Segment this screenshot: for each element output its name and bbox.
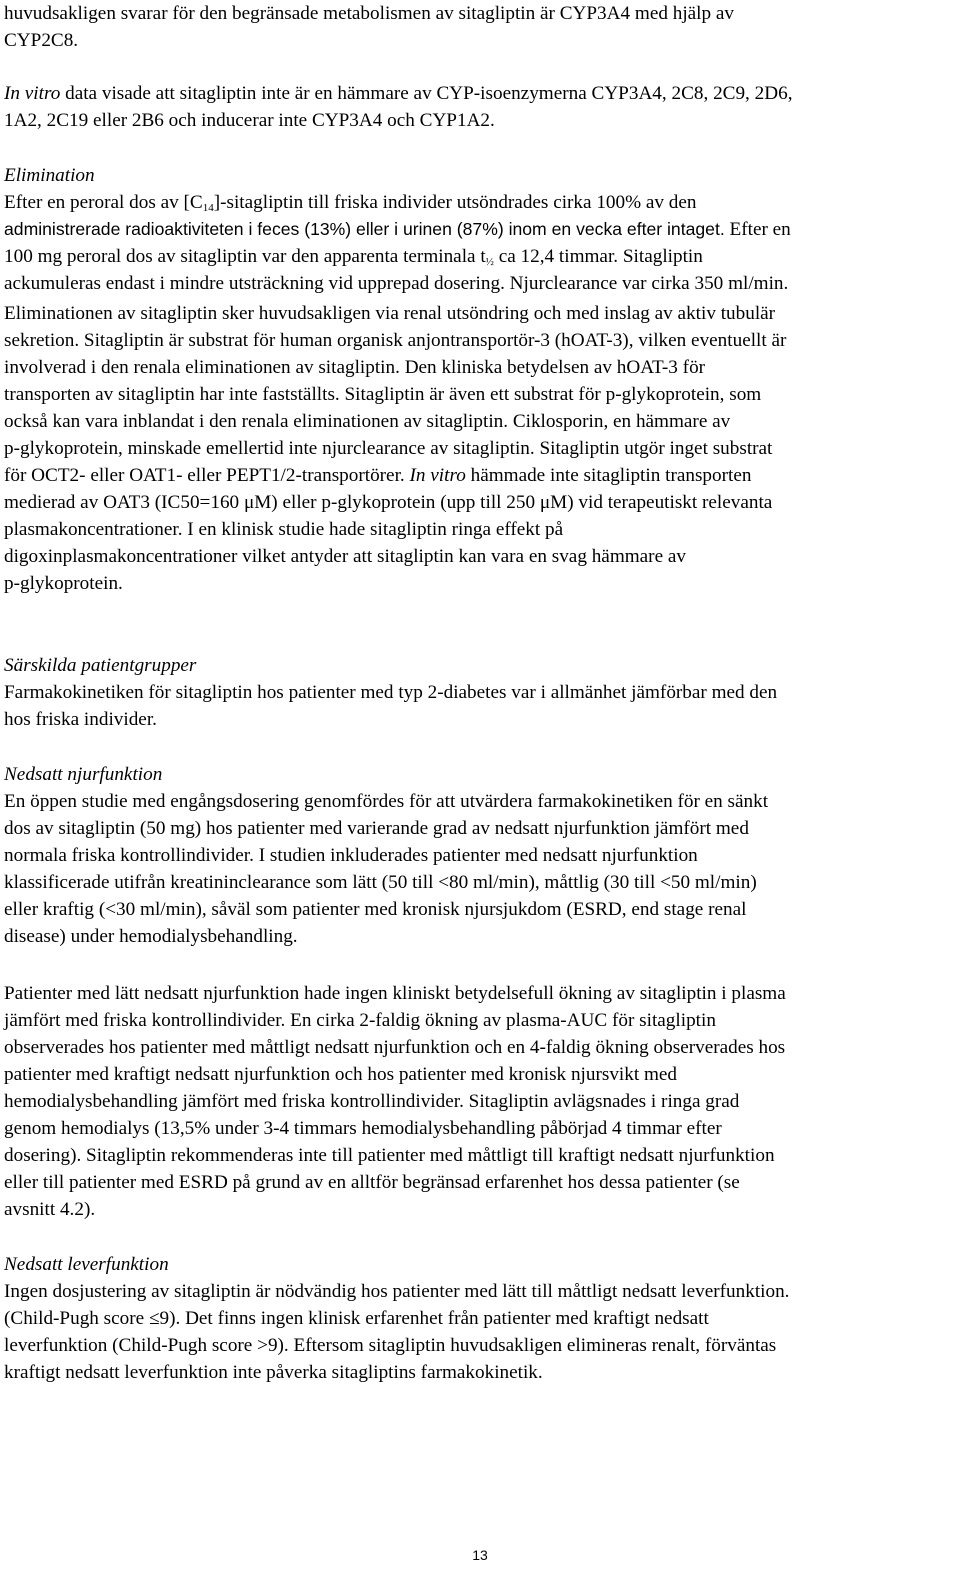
text-span: data visade att sitagliptin inte är en hämmare av CYP-isoenzymerna CYP3A4, 2C8, 2C9, 2D6, [60, 83, 793, 104]
text-span: administrerade radioaktiviteten i feces (13%) eller i urinen (87%) inom en vecka efter intaget. [4, 219, 725, 239]
text-span: Efter en [724, 219, 791, 240]
text-line: genom hemodialys (13,5% under 3-4 timmars hemodialysbehandling påbörjad 4 timmar efter [4, 1118, 722, 1139]
text-line: kraftigt nedsatt leverfunktion inte påverka sitagliptins farmakokinetik. [4, 1362, 543, 1383]
text-line: klassificerade utifrån kreatininclearance som lätt (50 till <80 ml/min), måttlig (30 till <50 ml/min) [4, 872, 757, 893]
text-line: hos friska individer. [4, 709, 157, 730]
text-line: Eliminationen av sitagliptin sker huvudsakligen via renal utsöndring och med inslag av aktiv tubulär [4, 303, 776, 324]
text-line: Ingen dosjustering av sitagliptin är nödvändig hos patienter med lätt till måttligt nedsatt leverfunktion. [4, 1281, 790, 1302]
section-heading-elimination: Elimination [4, 165, 95, 186]
text-line: eller till patienter med ESRD på grund av en alltför begränsad erfarenhet hos dessa patienter (se [4, 1172, 740, 1193]
text-line [4, 243, 703, 270]
text-line: Patienter med lätt nedsatt njurfunktion hade ingen kliniskt betydelsefull ökning av sitagliptin i plasma [4, 983, 786, 1004]
text-line: CYP2C8. [4, 30, 79, 51]
text-line: En öppen studie med engångsdosering genomfördes för att utvärdera farmakokinetiken för en sänkt [4, 791, 769, 812]
text-line [4, 270, 788, 297]
text-line: eller kraftig (<30 ml/min), såväl som patienter med kronisk njursjukdom (ESRD, end stage renal [4, 899, 747, 920]
text-line: (Child-Pugh score ≤9). Det finns ingen klinisk erfarenhet från patienter med kraftigt nedsatt [4, 1308, 709, 1329]
in-vitro-term: In vitro [4, 83, 61, 104]
text-span: Efter en peroral dos av [C [4, 192, 203, 213]
text-line: medierad av OAT3 (IC50=160 μM) eller p-glykoprotein (upp till 250 μM) vid terapeutiskt relevanta [4, 492, 773, 513]
text-span: Sitagliptin [618, 246, 703, 267]
text-line: p-glykoprotein. [4, 573, 123, 594]
text-span: Njurclearance var cirka 350 ml/min. [504, 273, 789, 294]
text-line: 1A2, 2C19 eller 2B6 och inducerar inte CYP3A4 och CYP1A2. [4, 110, 495, 131]
text-line: transporten av sitagliptin har inte fastställts. Sitagliptin är även ett substrat för p-glykoprotein, som [4, 384, 762, 405]
text-span: hämmade inte sitagliptin transporten [465, 465, 752, 486]
text-line: p-glykoprotein, minskade emellertid inte njurclearance av sitagliptin. Sitagliptin utgör inget substrat [4, 438, 773, 459]
section-heading-hepatic-impairment: Nedsatt leverfunktion [4, 1254, 169, 1275]
text-line: dosering). Sitagliptin rekommenderas inte till patienter med måttligt till kraftigt nedsatt njurfunktion [4, 1145, 775, 1166]
text-line: patienter med kraftigt nedsatt njurfunktion och hos patienter med kronisk njursvikt med [4, 1064, 678, 1085]
section-heading-special-groups: Särskilda patientgrupper [4, 655, 197, 676]
text-line: observerades hos patienter med måttligt nedsatt njurfunktion och en 4-faldig ökning observerades hos [4, 1037, 786, 1058]
text-line [4, 216, 791, 243]
section-heading-renal-impairment: Nedsatt njurfunktion [4, 764, 163, 785]
text-span: ]-sitagliptin till friska individer utsöndrades cirka 100% av den [213, 192, 697, 213]
text-span: 100 mg peroral dos av sitagliptin var den apparenta terminala t [4, 246, 486, 267]
text-line: Farmakokinetiken för sitagliptin hos patienter med typ 2-diabetes var i allmänhet jämförbar med den [4, 682, 778, 703]
text-line: också kan vara inblandat i den renala eliminationen av sitagliptin. Ciklosporin, en hämmare av [4, 411, 731, 432]
text-line: huvudsakligen svarar för den begränsade metabolismen av sitagliptin är CYP3A4 med hjälp av [4, 3, 735, 24]
text-line [4, 189, 697, 216]
text-line: involverad i den renala eliminationen av sitagliptin. Den kliniska betydelsen av hOAT-3 för [4, 357, 706, 378]
page-number: 13 [472, 1547, 488, 1563]
text-span: för OCT2- eller OAT1- eller PEPT1/2-transportörer. [4, 465, 410, 486]
text-line: dos av sitagliptin (50 mg) hos patienter med varierande grad av nedsatt njurfunktion jämfört med [4, 818, 749, 839]
text-line: hemodialysbehandling jämfört med friska kontrollindivider. Sitagliptin avlägsnades i ringa grad [4, 1091, 740, 1112]
subscript: 14 [202, 202, 214, 214]
text-line: avsnitt 4.2). [4, 1199, 96, 1220]
text-line [4, 80, 793, 107]
text-line: normala friska kontrollindivider. I studien inkluderades patienter med nedsatt njurfunktion [4, 845, 698, 866]
text-line: disease) under hemodialysbehandling. [4, 926, 298, 947]
text-line: sekretion. Sitagliptin är substrat för human organisk anjontransportör-3 (hOAT-3), vilken eventuellt är [4, 330, 787, 351]
text-line: digoxinplasmakoncentrationer vilket antyder att sitagliptin kan vara en svag hämmare av [4, 546, 686, 567]
text-line: jämfört med friska kontrollindivider. En cirka 2-faldig ökning av plasma-AUC för sitagliptin [4, 1010, 716, 1031]
text-line [4, 462, 751, 489]
text-span: ackumuleras endast i mindre utsträckning vid upprepad dosering. [4, 273, 505, 294]
in-vitro-term: In vitro [409, 465, 466, 486]
text-line: leverfunktion (Child-Pugh score >9). Eftersom sitagliptin huvudsakligen elimineras renalt, förväntas [4, 1335, 777, 1356]
text-line: plasmakoncentrationer. I en klinisk studie hade sitagliptin ringa effekt på [4, 519, 564, 540]
text-span: ca 12,4 timmar. [493, 246, 619, 267]
subscript: ½ [485, 256, 494, 268]
